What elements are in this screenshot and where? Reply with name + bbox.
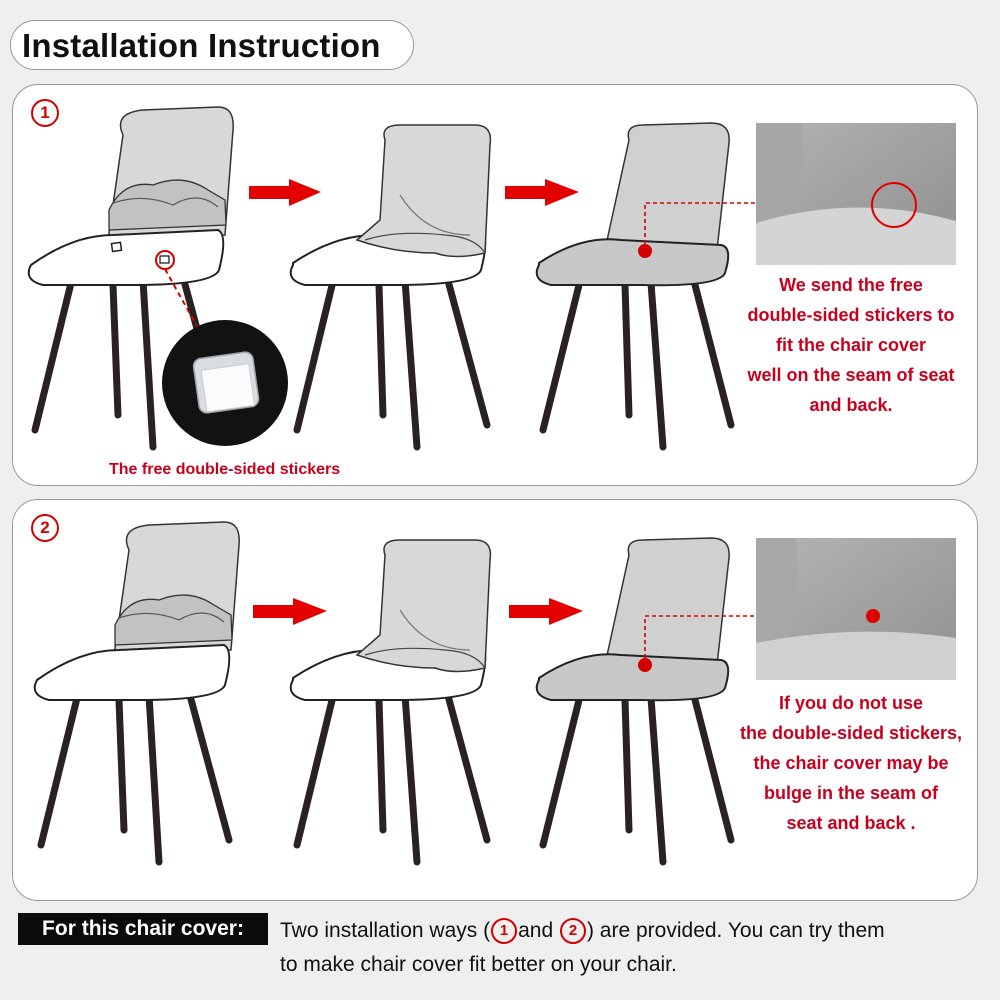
seam-closeup-photo — [756, 538, 956, 680]
arrow-right-icon — [253, 598, 327, 625]
step-2-badge-inline: 2 — [560, 918, 586, 944]
note-line: well on the seam of seat — [747, 365, 955, 385]
page-title: Installation Instruction — [22, 27, 381, 64]
note-line: double-sided stickers to — [747, 305, 955, 325]
note-line: the chair cover may be — [753, 753, 949, 773]
chair-illustration — [35, 522, 239, 862]
step-1-badge-inline: 1 — [491, 918, 517, 944]
note-line: If you do not use — [779, 693, 923, 713]
note-line: and back. — [809, 395, 893, 415]
chair-illustration — [537, 538, 731, 862]
footer-line-1 — [280, 914, 980, 948]
arrow-right-icon — [249, 179, 321, 206]
footer-text-after: ) are provided. You can try them — [586, 919, 885, 942]
chair-illustration — [537, 123, 731, 447]
step-number-badge: 1 — [31, 99, 59, 127]
footer-and-word: and — [518, 919, 554, 942]
chair-illustration — [291, 540, 491, 862]
sticker-caption: The free double-sided stickers — [109, 461, 341, 478]
note-line: the double-sided stickers, — [739, 723, 963, 743]
footer-line-2: to make chair cover fit better on your chair. — [280, 953, 677, 976]
sticker-benefit-note — [721, 270, 978, 420]
sticker-pack-icon — [162, 320, 288, 446]
no-sticker-warning-note — [721, 688, 978, 838]
seam-closeup-photo — [756, 123, 956, 265]
arrow-right-icon — [505, 179, 579, 206]
step-number-badge: 2 — [31, 514, 59, 542]
footer-description — [280, 914, 980, 982]
arrow-right-icon — [509, 598, 583, 625]
note-line: seat and back . — [786, 813, 916, 833]
installation-step-2-panel — [12, 499, 978, 901]
installation-step-1-panel — [12, 84, 978, 486]
footer-label: For this chair cover: — [18, 913, 268, 945]
chair-illustration — [291, 125, 491, 447]
note-line: We send the free — [779, 275, 923, 295]
note-line: bulge in the seam of — [763, 783, 939, 803]
note-line: fit the chair cover — [775, 335, 927, 355]
footer-text-before: Two installation ways ( — [280, 919, 491, 942]
